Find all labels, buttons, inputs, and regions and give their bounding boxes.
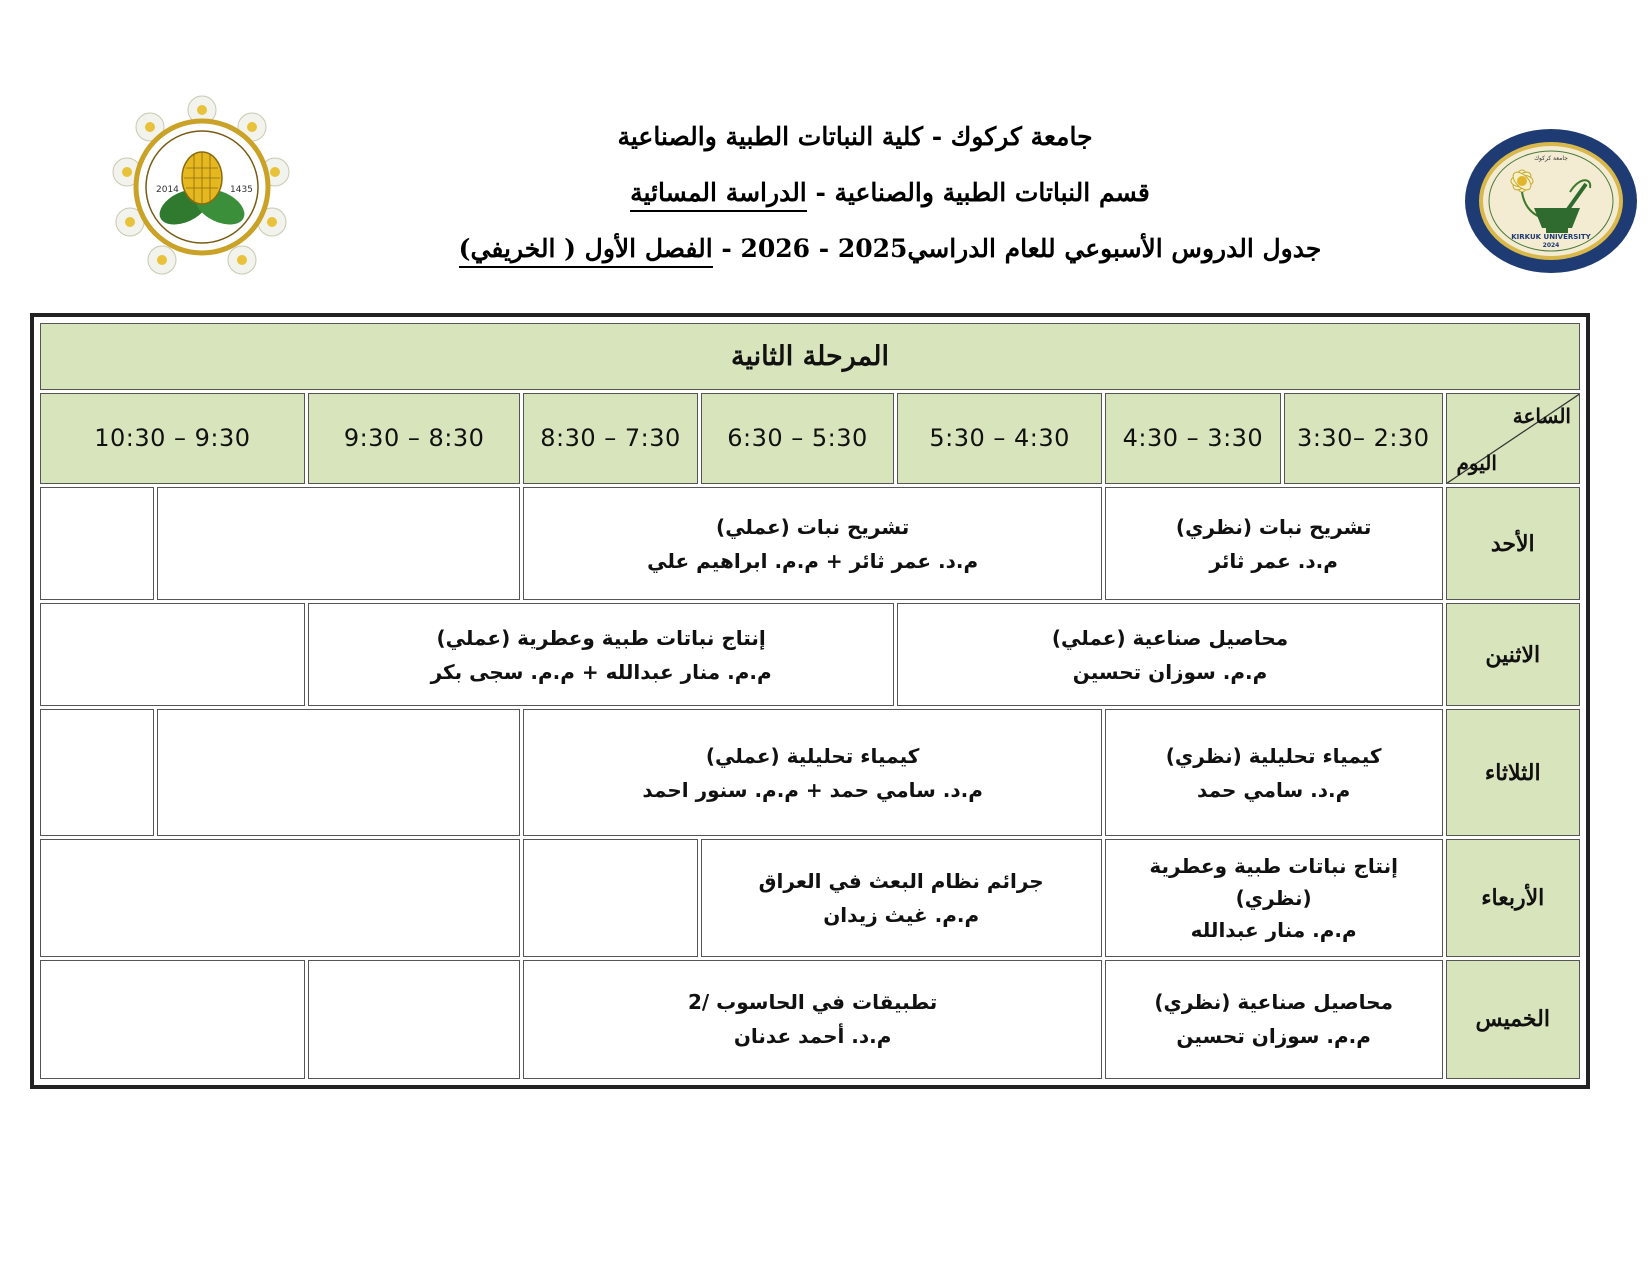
day-label: اليوم — [1456, 450, 1497, 475]
course-teacher: م.د. عمر ثائر + م.م. ابراهيم علي — [647, 548, 979, 573]
table-row — [40, 487, 1580, 601]
course-title: محاصيل صناعية (نظري) — [1154, 990, 1393, 1015]
course-cell — [701, 839, 1102, 957]
empty-cell — [40, 487, 154, 601]
day-tuesday: الثلاثاء — [1446, 709, 1581, 836]
time-slot: 3:30– 2:30 — [1284, 393, 1442, 484]
department-name: قسم النباتات الطبية والصناعية - — [806, 178, 1150, 207]
course-teacher: م.م. منار عبدالله + م.م. سجى بكر — [430, 659, 772, 684]
course-title: جرائم نظام البعث في العراق — [758, 868, 1044, 893]
department-title — [600, 178, 1180, 207]
table-row — [40, 709, 1580, 836]
course-cell — [523, 487, 1101, 601]
table-row — [40, 839, 1580, 957]
department-logo — [112, 92, 292, 280]
course-title: كيمياء تحليلية (نظري) — [1165, 743, 1382, 768]
course-teacher: م.م. سوزان تحسين — [1176, 1024, 1371, 1049]
course-cell — [1105, 487, 1443, 601]
day-monday: الاثنين — [1446, 603, 1581, 706]
time-slot: 6:30 – 5:30 — [701, 393, 895, 484]
course-teacher: م.د. أحمد عدنان — [733, 1024, 892, 1049]
stage-title: المرحلة الثانية — [40, 323, 1580, 390]
course-cell — [523, 960, 1101, 1079]
time-slot: 10:30 – 9:30 — [40, 393, 305, 484]
svg-text:KIRKUK UNIVERSITY: KIRKUK UNIVERSITY — [1511, 233, 1591, 241]
schedule-table-frame — [30, 313, 1590, 1089]
time-slot: 8:30 – 7:30 — [523, 393, 697, 484]
course-teacher: م.د. سامي حمد — [1197, 777, 1351, 802]
empty-cell — [40, 839, 520, 957]
course-title: إنتاج نباتات طبية وعطرية (عملي) — [436, 625, 766, 650]
college-logo — [1462, 126, 1640, 276]
course-cell — [1105, 960, 1443, 1079]
time-slot: 4:30 – 3:30 — [1105, 393, 1281, 484]
course-cell — [897, 603, 1442, 706]
day-thursday: الخميس — [1446, 960, 1581, 1079]
course-title: تطبيقات في الحاسوب /2 — [687, 990, 938, 1015]
hour-label: الساعة — [1512, 403, 1571, 428]
course-title: تشريح نبات (نظري) — [1175, 514, 1372, 539]
schedule-table — [37, 320, 1583, 1082]
day-wednesday: الأربعاء — [1446, 839, 1581, 957]
course-title-type: (نظري) — [1235, 885, 1312, 910]
table-row — [40, 603, 1580, 706]
course-title: محاصيل صناعية (عملي) — [1051, 625, 1289, 650]
empty-cell — [40, 603, 305, 706]
svg-text:1435: 1435 — [230, 185, 253, 195]
empty-cell — [157, 709, 521, 836]
course-cell — [1105, 839, 1443, 957]
course-teacher: م.م. منار عبدالله — [1190, 917, 1357, 942]
course-title: تشريح نبات (عملي) — [716, 514, 910, 539]
empty-cell — [40, 960, 305, 1079]
semester: الفصل الأول ( الخريفي) — [459, 234, 713, 268]
schedule-title — [420, 234, 1360, 263]
day-sunday: الأحد — [1446, 487, 1581, 601]
time-slot: 9:30 – 8:30 — [308, 393, 521, 484]
empty-cell — [40, 709, 154, 836]
course-teacher: م.م. سوزان تحسين — [1072, 659, 1268, 684]
svg-text:2024: 2024 — [1542, 242, 1560, 249]
schedule-year: جدول الدروس الأسبوعي للعام الدراسي2025 - 2026 - — [712, 234, 1322, 263]
course-cell — [308, 603, 895, 706]
course-teacher: م.د. عمر ثائر — [1209, 548, 1338, 573]
course-teacher: م.م. غيث زيدان — [823, 902, 980, 927]
course-teacher: م.د. سامي حمد + م.م. سنور احمد — [642, 777, 983, 802]
empty-cell — [157, 487, 521, 601]
empty-cell — [308, 960, 521, 1079]
course-title: إنتاج نباتات طبية وعطرية — [1149, 853, 1398, 878]
course-cell — [523, 709, 1101, 836]
course-cell — [1105, 709, 1443, 836]
svg-text:2014: 2014 — [156, 185, 179, 195]
university-college-title: جامعة كركوك - كلية النباتات الطبية والصناعية — [617, 122, 1093, 151]
empty-cell — [523, 839, 697, 957]
course-title: كيمياء تحليلية (عملي) — [705, 743, 920, 768]
corner-header — [1446, 393, 1581, 484]
time-slot: 5:30 – 4:30 — [897, 393, 1101, 484]
table-row — [40, 960, 1580, 1079]
study-type: الدراسة المسائية — [630, 178, 807, 212]
svg-text:جامعة كركوك: جامعة كركوك — [1534, 155, 1568, 162]
